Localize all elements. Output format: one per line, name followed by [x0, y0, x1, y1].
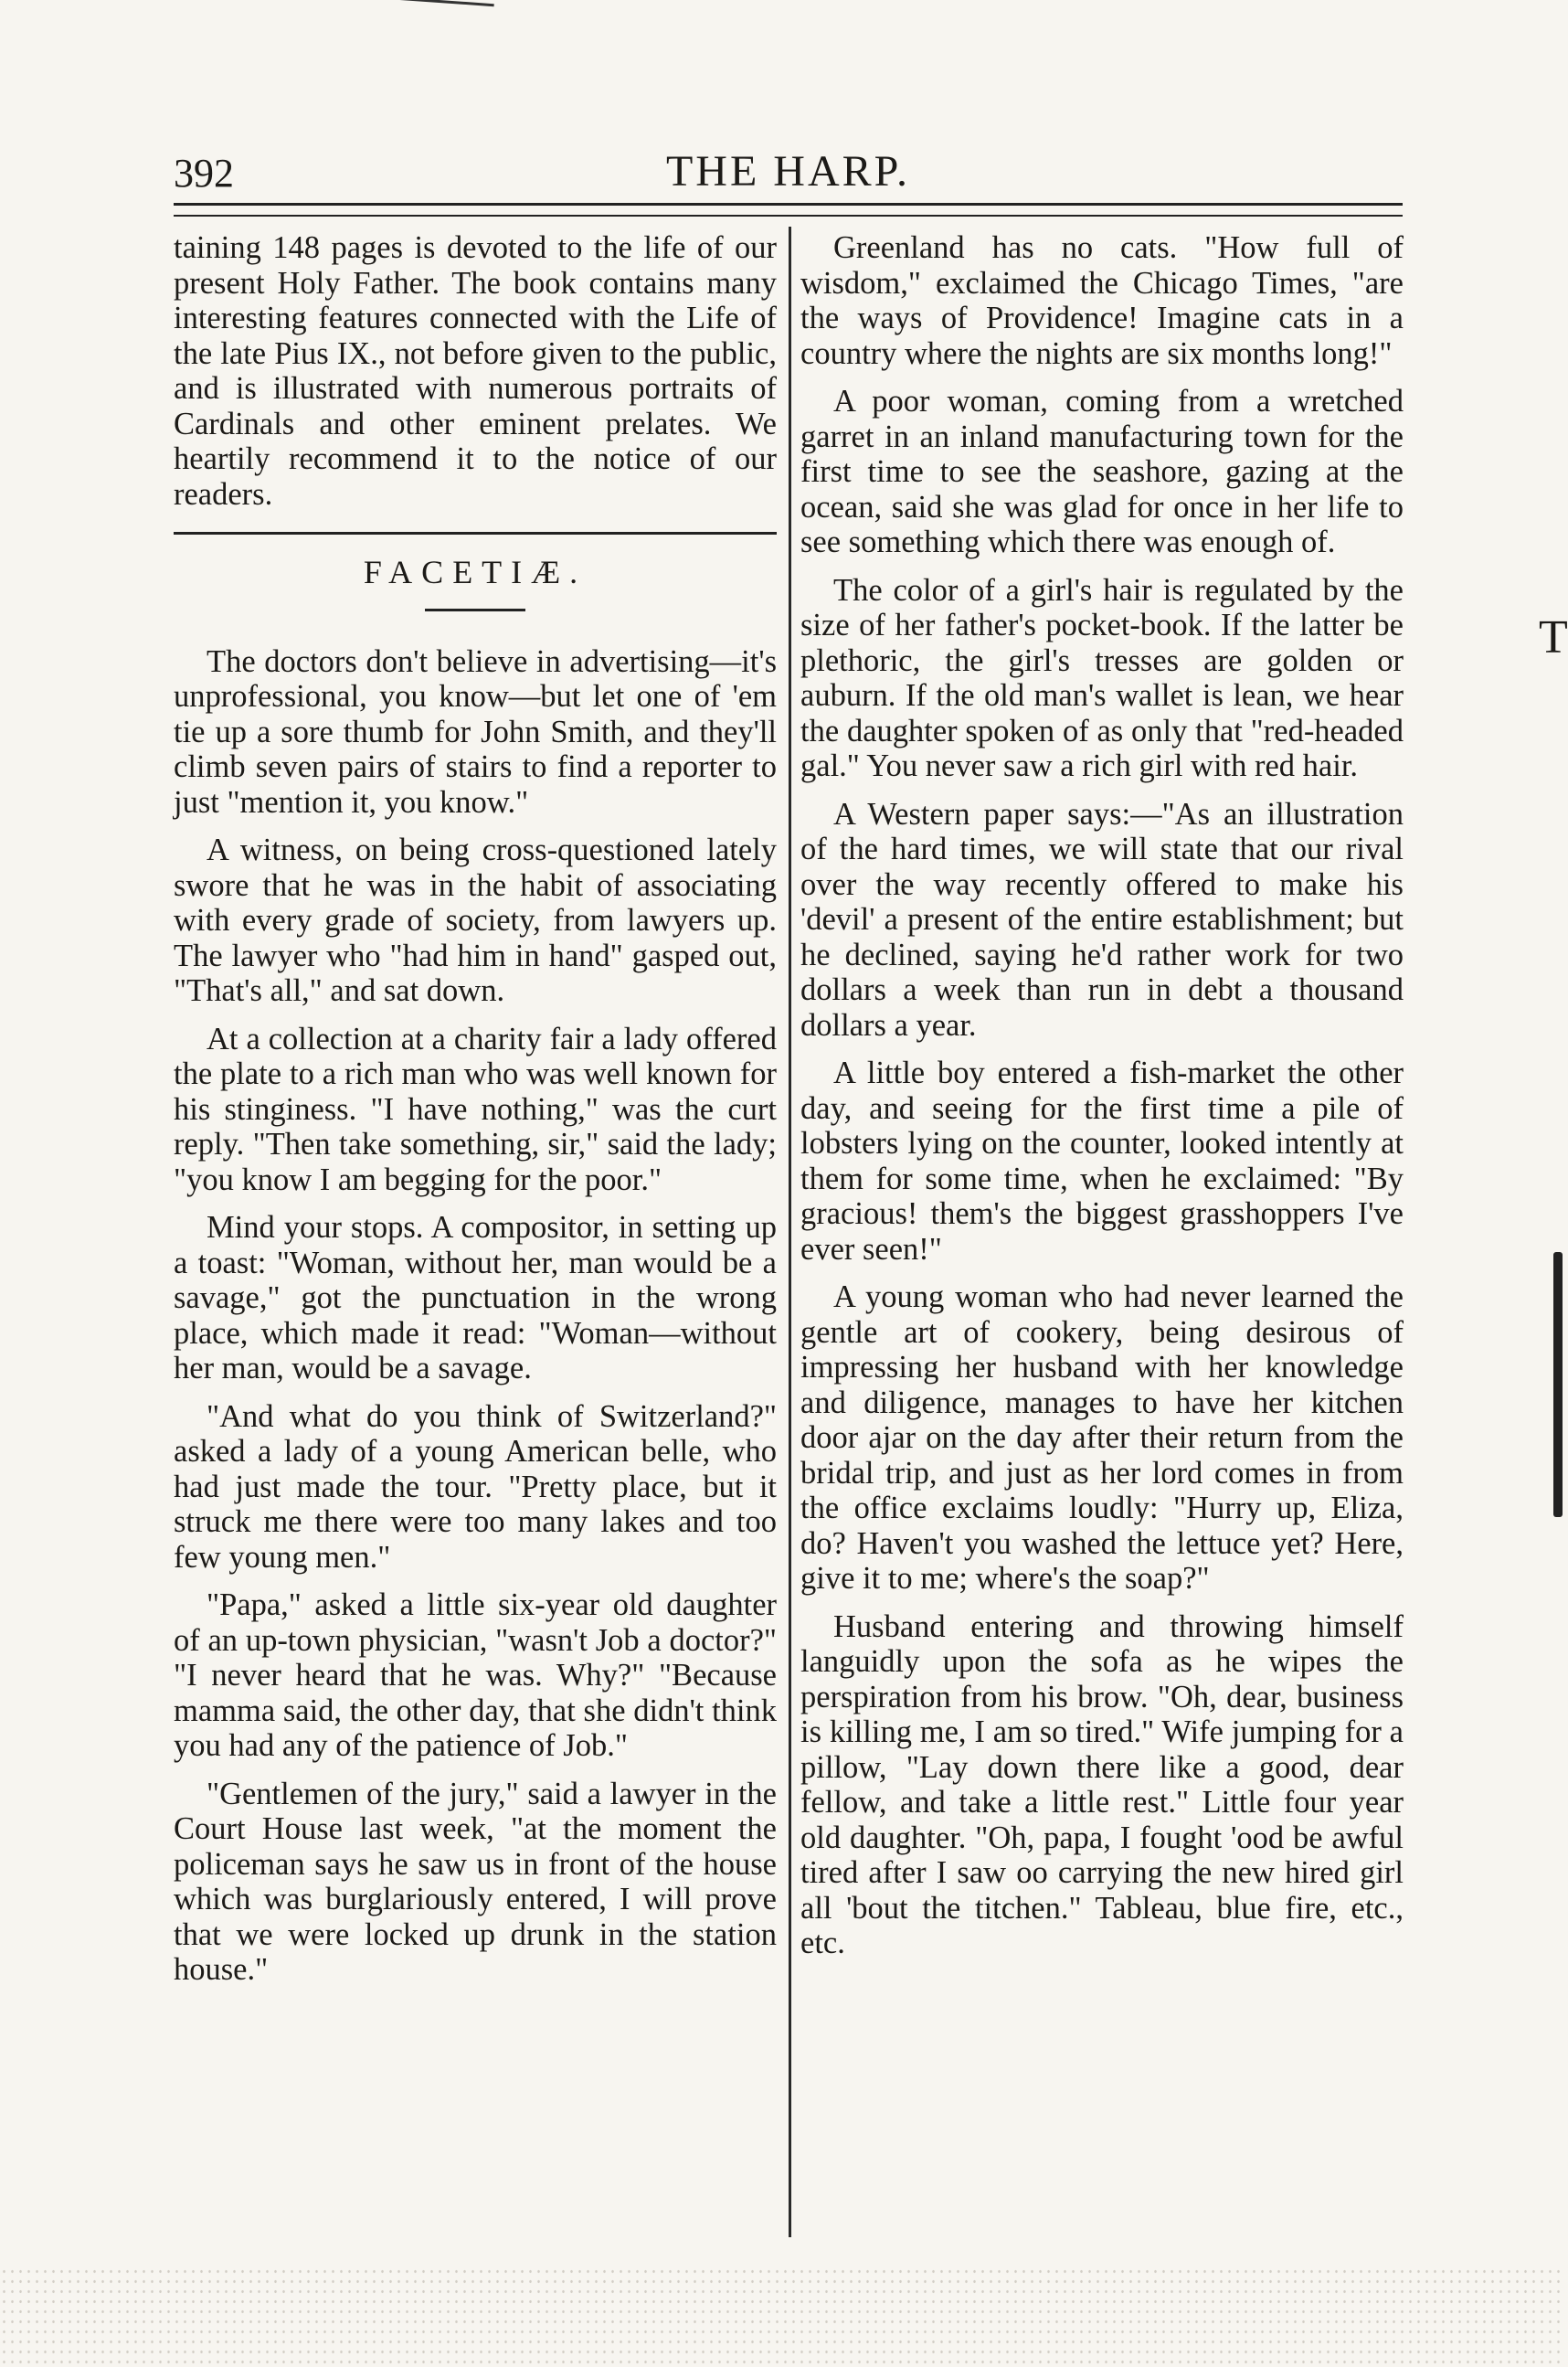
section-title: FACETIÆ.	[363, 554, 588, 590]
right-column	[800, 230, 1404, 1974]
paragraph: The color of a girl's hair is regulated by the size of her father's pocket-book. If the latter be plethoric, the girl's tresses are golden or auburn. If the old man's wallet is lean, we hear the daughter spoken of as only that "red-headed gal." You never saw a rich girl with red hair.	[800, 572, 1404, 783]
page-header	[174, 146, 1403, 201]
column-divider	[789, 227, 791, 2237]
paragraph: A little boy entered a fish-market the other day, and seeing for the first time a pile of lobsters lying on the counter, looked intently at them for some time, when he exclaimed: "By gracious! them's the biggest grasshoppers I've ever seen!"	[800, 1056, 1404, 1267]
section-rule	[174, 532, 777, 535]
scan-noise	[0, 2266, 1564, 2367]
paragraph: Mind your stops. A compositor, in setting up a toast: "Woman, without her, man would be a savage," got the punctuation in the wrong place, which made it read: "Woman—without her man, would be a savage.	[174, 1210, 777, 1385]
scan-mark	[383, 0, 493, 27]
margin-edge-bar	[1553, 1252, 1563, 1517]
running-title: THE HARP.	[665, 147, 911, 196]
paragraph: "Papa," asked a little six-year old daughter of an up-town physician, "wasn't Job a doctor?" "I never heard that he was. Why?" "Because mamma said, the other day, that she didn't think you had any of the patience of Job."	[174, 1587, 777, 1763]
paragraph: Husband entering and throwing himself languidly upon the sofa as he wipes the perspiration from his brow. "Oh, dear, business is killing me, I am so tired." Wife jumping for a pillow, "Lay down there like a good, dear fellow, and take a little rest." Little four year old daughter. "Oh, papa, I fought 'ood be awful tired after I saw oo carrying the new hired girl all 'bout the titchen." Tableau, blue fire, etc., etc.	[800, 1608, 1404, 1960]
paragraph: A Western paper says:—"As an illustration of the hard times, we will state that our rival over the way recently offered to make his 'devil' a present of the entire establishment; but he declined, saying he'd rather work for two dollars a week than run in debt a thousand dollars a year.	[800, 796, 1404, 1043]
title-underline	[425, 609, 525, 611]
paragraph: A poor woman, coming from a wretched garret in an inland manufacturing town for the first time to see the seashore, gazing at the ocean, said she was glad for once in her life to see something which there was enough of.	[800, 384, 1404, 559]
paragraph: At a collection at a charity fair a lady offered the plate to a rich man who was well known for his stinginess. "I have nothing," was the curt reply. "Then take something, sir," said the lady; "you know I am begging for the poor."	[174, 1021, 777, 1197]
page-number: 392	[174, 151, 234, 196]
intro-paragraph: taining 148 pages is devoted to the life of our present Holy Father. The book contains many interesting features connected with the Life of the late Pius IX., not before given to the public, and is illustrated with numerous portraits of Cardinals and other eminent prelates. We heartily recommend it to the notice of our readers.	[174, 230, 777, 512]
paragraph: The doctors don't believe in advertising—it's unprofessional, you know—but let one of 'em tie up a sore thumb for John Smith, and they'll climb seven pairs of stairs to find a reporter to just "mention it, you know."	[174, 643, 777, 820]
paragraph: "And what do you think of Switzerland?" asked a lady of a young American belle, who had just made the tour. "Pretty place, but it struck me there were too many lakes and too few young men."	[174, 1398, 777, 1575]
paragraph: A witness, on being cross-questioned lately swore that he was in the habit of associating with every grade of society, from lawyers up. The lawyer who "had him in hand" gasped out, "That's all," and sat down.	[174, 833, 777, 1008]
margin-edge-glyph: T	[1539, 611, 1568, 663]
header-rule	[174, 203, 1403, 217]
paragraph: "Gentlemen of the jury," said a lawyer in the Court House last week, "at the moment the policeman says he saw us in front of the house which was burglariously entered, I will prove that we were locked up drunk in the station house."	[174, 1776, 777, 1987]
paragraph: Greenland has no cats. "How full of wisdom," exclaimed the Chicago Times, "are the ways of Providence! Imagine cats in a country where the nights are six months long!"	[800, 230, 1404, 371]
left-column	[174, 230, 777, 2001]
paragraph: A young woman who had never learned the gentle art of cookery, being desirous of impressing her husband with her knowledge and diligence, manages to have her kitchen door ajar on the day after their return from the bridal trip, and just as her lord comes in from the office exclaims loudly: "Hurry up, Eliza, do? Haven't you washed the lettuce yet? Here, give it to me; where's the soap?"	[800, 1279, 1404, 1596]
